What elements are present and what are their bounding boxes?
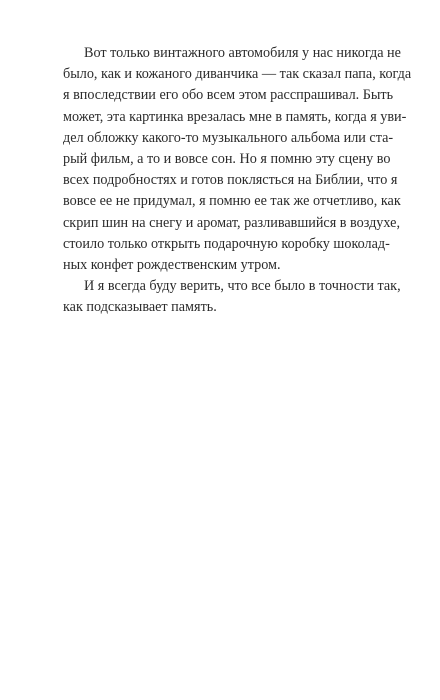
text-line: стоило только открыть подарочную коробку шоколад- bbox=[63, 235, 390, 252]
text-line: может, эта картинка врезалась мне в память, когда я уви- bbox=[63, 108, 407, 125]
body-text bbox=[63, 43, 412, 318]
paragraph-1 bbox=[63, 43, 412, 276]
text-line: И я всегда буду верить, что все было в точности так, bbox=[84, 278, 401, 295]
text-line: рый фильм, а то и вовсе сон. Но я помню эту сцену во bbox=[63, 150, 391, 167]
text-line: вовсе ее не придумал, я помню ее так же отчетливо, как bbox=[63, 193, 401, 210]
text-line: как подсказывает память. bbox=[63, 299, 217, 316]
text-line: ных конфет рождественским утром. bbox=[63, 256, 281, 273]
text-line: Вот только винтажного автомобиля у нас никогда не bbox=[84, 45, 401, 61]
paragraph-2 bbox=[63, 276, 401, 318]
text-line: дел обложку какого-то музыкального альбома или ста- bbox=[63, 129, 394, 146]
text-line: было, как и кожаного диванчика — так сказал папа, когда bbox=[63, 66, 412, 83]
text-line: я впоследствии его обо всем этом расспрашивал. Быть bbox=[63, 87, 394, 104]
text-line: всех подробностях и готов поклясться на Библии, что я bbox=[63, 172, 398, 189]
text-line: скрип шин на снегу и аромат, разливавшийся в воздухе, bbox=[63, 214, 400, 231]
